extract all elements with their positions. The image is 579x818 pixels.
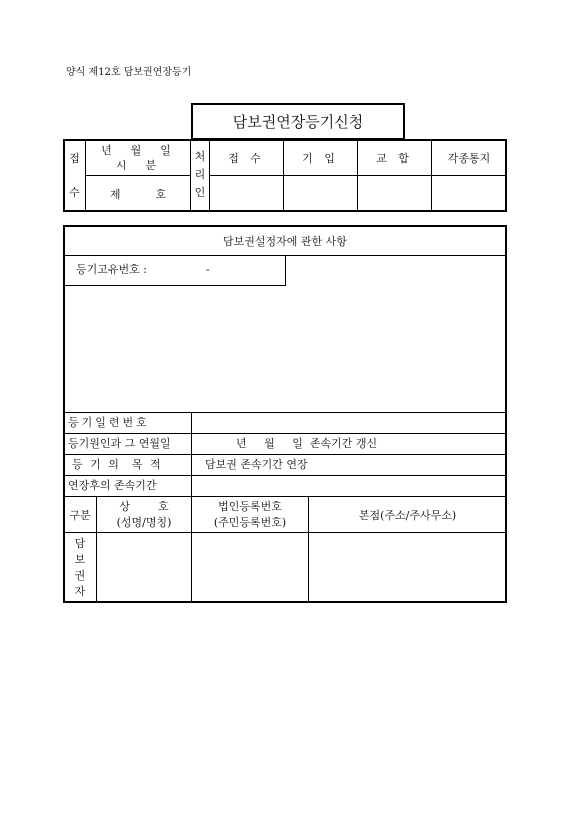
reception-side-top: 접: [69, 152, 80, 165]
cause-label: 등기원인과 그 연월일: [68, 437, 171, 450]
reg-no-label: 등기고유번호 :: [76, 263, 147, 276]
col-check: 교 합: [376, 152, 413, 165]
section-heading: 담보권설정자에 관한 사항: [223, 235, 347, 248]
holder-side-4: 자: [74, 585, 86, 598]
page-title: 담보권연장등기신청: [232, 113, 364, 131]
col-name-2: (성명/명칭): [116, 516, 172, 529]
col-address: 본점(주소/주사무소): [358, 509, 457, 522]
number-line: 제 호: [109, 188, 167, 201]
serial-label: 등기일련번호: [68, 416, 150, 429]
process-label-1: 처: [194, 150, 206, 163]
col-regno-2: (주민등록번호): [213, 516, 287, 529]
purpose-label: 등 기 의 목 적: [72, 458, 163, 471]
cause-value: 년 월 일 존속기간 갱신: [236, 437, 378, 450]
col-name-1: 상 호: [119, 500, 169, 513]
col-kind: 구분: [69, 509, 91, 522]
process-label-2: 리: [194, 168, 206, 181]
holder-side-2: 보: [74, 553, 86, 566]
col-notice: 각종통지: [447, 152, 491, 165]
col-regno-1: 법인등록번호: [218, 500, 282, 513]
col-reception: 접 수: [228, 152, 265, 165]
purpose-value: 담보권 존속기간 연장: [205, 458, 308, 471]
date-line-2: 시 분: [115, 159, 161, 172]
period-label: 연장후의 존속기간: [68, 479, 157, 492]
date-line-1: 년 월 일: [101, 144, 175, 157]
holder-side-3: 권: [74, 569, 86, 582]
form-label: 양식 제12호 담보권연장등기: [66, 67, 192, 78]
reg-no-dash: -: [206, 263, 210, 276]
reception-side-bottom: 수: [69, 186, 80, 199]
holder-side-1: 담: [74, 537, 86, 550]
col-entry: 기 입: [302, 152, 339, 165]
process-label-3: 인: [194, 186, 206, 199]
